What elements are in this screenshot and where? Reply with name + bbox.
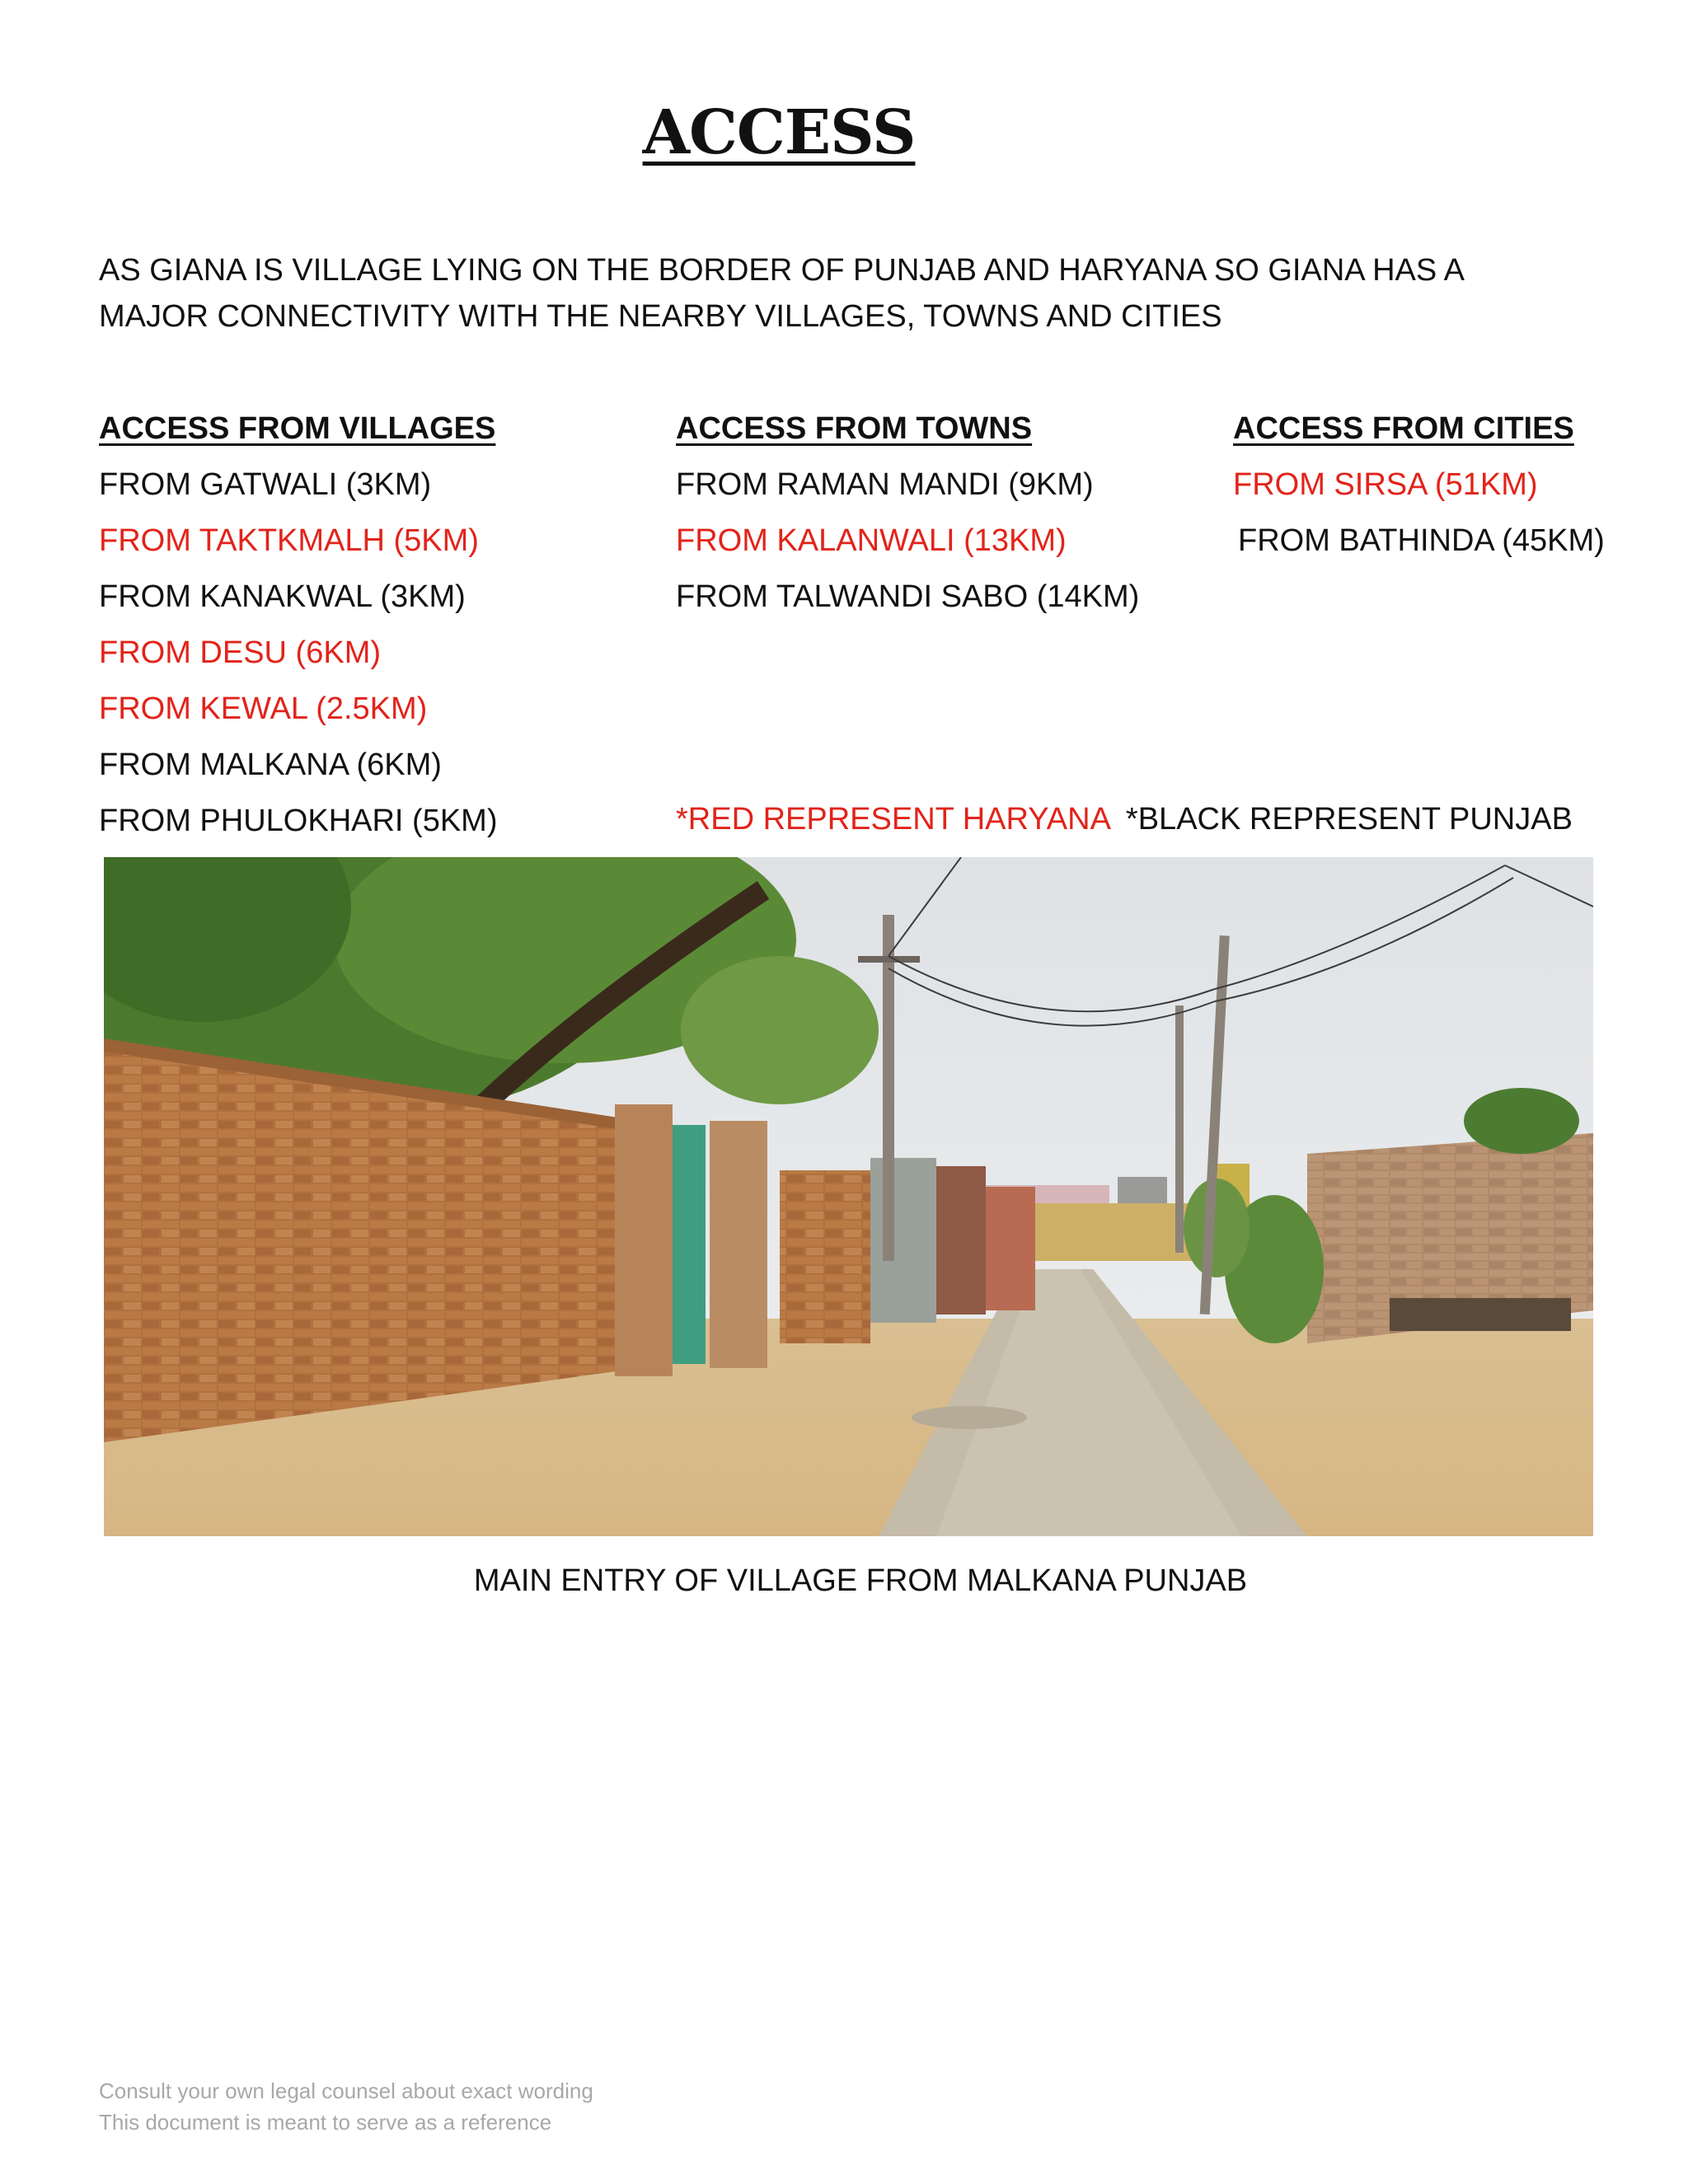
village-entry-photo: [104, 857, 1593, 1536]
page-title: ACCESS: [642, 97, 916, 168]
village-item: FROM PHULOKHARI (5KM): [99, 804, 498, 838]
village-item: FROM MALKANA (6KM): [99, 748, 442, 782]
legend-punjab: *BLACK REPRESENT PUNJAB: [1125, 802, 1573, 837]
towns-heading: ACCESS FROM TOWNS: [676, 411, 1033, 446]
towns-list: [676, 462, 1139, 630]
villages-list: [99, 462, 497, 854]
village-item: FROM KEWAL (2.5KM): [99, 691, 428, 726]
villages-column: [99, 405, 497, 854]
color-legend: [676, 796, 1573, 842]
village-item: FROM GATWALI (3KM): [99, 467, 432, 502]
intro-paragraph: AS GIANA IS VILLAGE LYING ON THE BORDER OF PUNJAB AND HARYANA SO GIANA HAS A MAJOR CONNECTIVITY WITH THE NEARBY VILLAGES, TOWNS AND CITIES: [99, 253, 1463, 334]
village-item: FROM KANAKWAL (3KM): [99, 579, 466, 614]
photo-caption: MAIN ENTRY OF VILLAGE FROM MALKANA PUNJAB: [473, 1563, 1248, 1598]
village-item: FROM DESU (6KM): [99, 635, 381, 670]
villages-heading: ACCESS FROM VILLAGES: [99, 411, 496, 446]
towns-column: [676, 405, 1139, 630]
city-item: FROM BATHINDA (45KM): [1238, 523, 1605, 558]
town-item: FROM RAMAN MANDI (9KM): [676, 467, 1094, 502]
town-item: FROM TALWANDI SABO (14KM): [676, 579, 1140, 614]
town-item: FROM KALANWALI (13KM): [676, 523, 1067, 558]
cities-heading: ACCESS FROM CITIES: [1233, 411, 1574, 446]
disclaimer-line-1: Consult your own legal counsel about exact wording: [99, 2079, 593, 2103]
cities-list: [1233, 462, 1605, 574]
legend-haryana: *RED REPRESENT HARYANA: [676, 802, 1111, 837]
cities-column: [1233, 405, 1605, 574]
city-item: FROM SIRSA (51KM): [1233, 467, 1538, 502]
village-road-illustration: [104, 857, 1593, 1536]
village-item: FROM TAKTKMALH (5KM): [99, 523, 479, 558]
disclaimer-line-2: This document is meant to serve as a reference: [99, 2110, 552, 2135]
disclaimer: [99, 2075, 593, 2138]
